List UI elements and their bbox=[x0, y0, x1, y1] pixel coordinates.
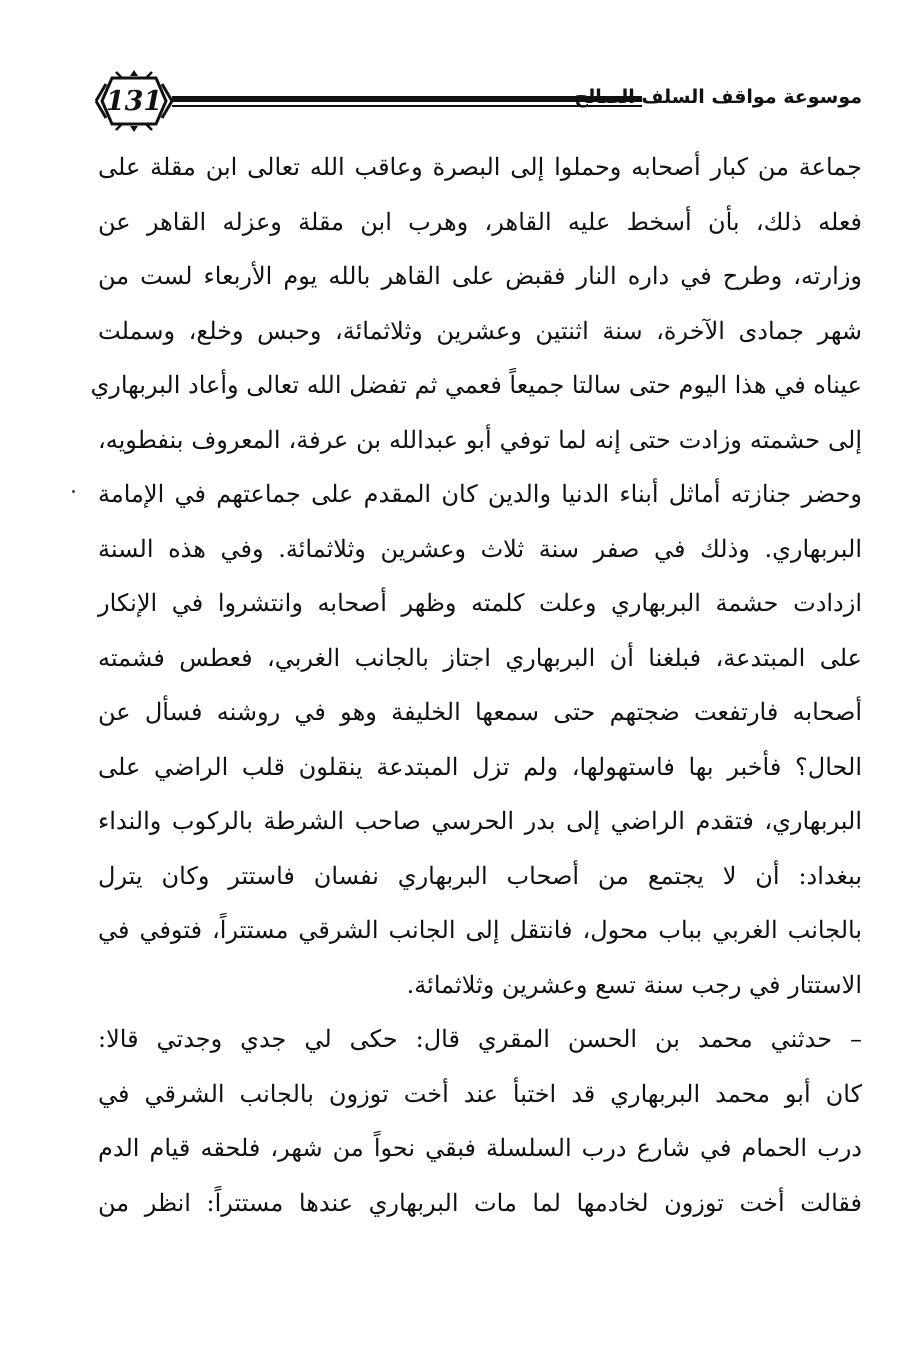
text-line: وحضر جنازته أماثل أبناء الدنيا والدين كان المقدم على جماعتهم في الإمامة bbox=[98, 480, 862, 508]
text-line: ببغداد: أن لا يجتمع من أصحاب البربهاري نفسان فاستتر وكان يترل bbox=[98, 861, 862, 890]
page-header bbox=[92, 68, 862, 134]
text-line: إلى حشمته وزادت حتى إنه لما توفي أبو عبدالله بن عرفة، المعروف بنفطويه، bbox=[98, 425, 862, 454]
header-rule-thick bbox=[172, 96, 642, 102]
series-title: موسوعة مواقف السلف الصالح bbox=[574, 86, 862, 108]
text-line: درب الحمام في شارع درب السلسلة فبقي نحواً من شهر، فلحقه قيام الدم bbox=[98, 1134, 862, 1162]
header-rule bbox=[172, 92, 642, 110]
paragraph-end-line: الاستتار في رجب سنة تسع وعشرين وثلاثمائة. bbox=[406, 970, 862, 999]
text-line: وزارته، وطرح في داره النار فقبض على القاهر بالله يوم الأربعاء لست من bbox=[98, 262, 862, 290]
text-line: على المبتدعة، فبلغنا أن البربهاري اجتاز بالجانب الغربي، فعطس فشمته bbox=[98, 643, 863, 672]
text-line: البربهاري، فتقدم الراضي إلى بدر الحرسي صاحب الشرطة بالركوب والنداء bbox=[98, 807, 862, 835]
text-line: كان أبو محمد البربهاري قد اختبأ عند أخت توزون بالجانب الشرقي في bbox=[98, 1079, 862, 1108]
text-line: بالجانب الغربي بباب محول، فانتقل إلى الجانب الشرقي مستتراً، فتوفي في bbox=[98, 916, 862, 944]
text-line: فعله ذلك، بأن أسخط عليه القاهر، وهرب ابن مقلة وعزله القاهر عن bbox=[98, 207, 862, 236]
page-number: 131 bbox=[105, 85, 163, 117]
page-number-badge bbox=[92, 68, 176, 134]
text-line: أصحابه فارتفعت ضجتهم حتى سمعها الخليفة وهو في روشنه فسأل عن bbox=[98, 698, 862, 726]
body-text bbox=[90, 140, 863, 1230]
text-line: جماعة من كبار أصحابه وحملوا إلى البصرة وعاقب الله تعالى ابن مقلة على bbox=[98, 153, 862, 181]
text-line: شهر جمادى الآخرة، سنة اثنتين وعشرين وثلاثمائة، وحبس وخلع، وسملت bbox=[98, 316, 863, 345]
text-line: عيناه في هذا اليوم حتى سالتا جميعاً فعمي ثم تفضل الله تعالى وأعاد البربهاري bbox=[90, 371, 862, 399]
text-line: البربهاري. وذلك في صفر سنة ثلاث وعشرين وثلاثمائة. وفي هذه السنة bbox=[98, 534, 862, 563]
text-line: الحال؟ فأخبر بها فاستهولها، ولم تزل المبتدعة ينقلون قلب الراضي على bbox=[98, 752, 862, 781]
scan-speck bbox=[72, 490, 75, 493]
header-rule-thin bbox=[172, 105, 642, 107]
text-line: – حدثني محمد بن الحسن المقري قال: حكى لي جدي وجدتي قالا: bbox=[98, 1025, 862, 1053]
text-line: فقالت أخت توزون لخادمها لما مات البربهاري عندها مستتراً: انظر من bbox=[98, 1188, 862, 1217]
text-line: ازدادت حشمة البربهاري وعلت كلمته وظهر أصحابه وانتشروا في الإنكار bbox=[98, 589, 862, 617]
